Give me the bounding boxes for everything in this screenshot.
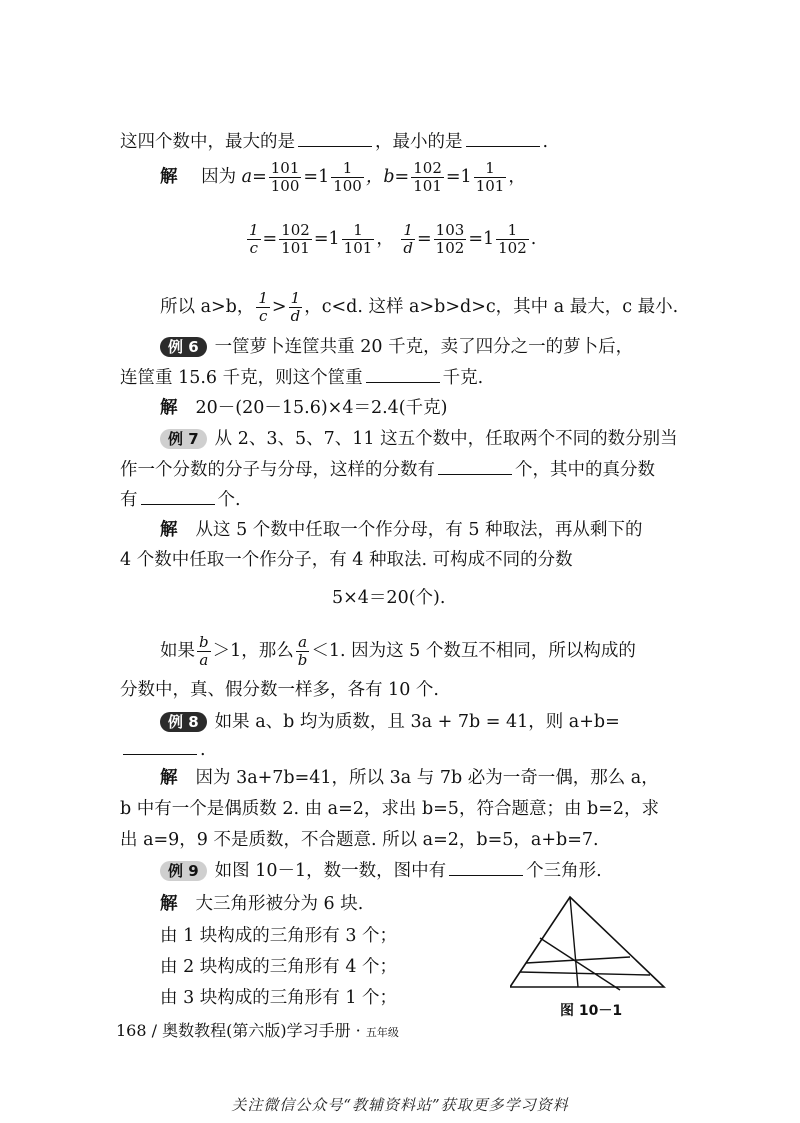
text: =1 <box>303 167 330 187</box>
answer-blank <box>366 364 440 383</box>
fraction <box>279 222 312 257</box>
example-8-solution-3 <box>120 826 599 854</box>
text: 由 2 块构成的三角形有 4 个； <box>160 957 398 977</box>
fraction <box>434 222 467 257</box>
denominator: 100 <box>270 177 300 195</box>
answer-blank <box>449 857 523 876</box>
text: 因为 3a+7b=41，所以 3a 与 7b 必为一奇一偶，那么 a， <box>195 768 659 788</box>
example-6-solution <box>160 394 447 422</box>
example-9-solution-3 <box>160 953 397 981</box>
text: ，c<d. 这样 a>b>d>c，其中 a 最大，c 最小. <box>304 297 679 317</box>
answer-blank <box>298 128 372 147</box>
line-answer-blanks <box>120 128 548 156</box>
text: ，最小的是 <box>375 132 463 152</box>
example-9-solution-2 <box>160 922 397 950</box>
denominator: 102 <box>498 239 527 257</box>
fraction <box>331 160 364 195</box>
fraction <box>197 634 211 669</box>
denominator: b <box>297 651 308 669</box>
numerator: 1 <box>496 222 529 240</box>
text: 个三角形. <box>526 861 602 881</box>
denominator: a <box>199 651 209 669</box>
numerator: 1 <box>401 222 415 240</box>
fraction <box>401 222 415 257</box>
text: 所以 a>b， <box>160 297 255 317</box>
fraction <box>289 290 303 325</box>
example-badge: 例 6 <box>160 337 207 357</box>
example-6-line-1 <box>160 333 633 361</box>
watermark-banner: 关注微信公众号“教辅资料站”获取更多学习资料 <box>231 1096 569 1114</box>
text: 因为 <box>201 167 237 187</box>
example-7-solution-4 <box>120 676 439 704</box>
example-badge: 例 9 <box>160 861 207 881</box>
example-7-solution-2 <box>120 546 573 574</box>
numerator: b <box>199 633 209 651</box>
footer-title: 168 / 奥数教程(第六版)学习手册 · <box>116 1021 366 1040</box>
solution-line-ab <box>160 160 526 195</box>
numerator: 1 <box>289 290 303 308</box>
text: 一筐萝卜连筐共重 20 千克，卖了四分之一的萝卜后， <box>214 337 634 357</box>
text: 个，其中的真分数 <box>515 460 655 480</box>
text: 出 a=9，9 不是质数，不合题意. 所以 a=2，b=5，a+b=7. <box>120 830 599 850</box>
example-7-formula <box>332 584 445 612</box>
solution-label: 解 <box>160 894 178 914</box>
example-7-solution-1 <box>160 516 643 544</box>
text: 千克. <box>442 368 484 388</box>
text: ，b= <box>365 167 410 187</box>
fraction <box>496 222 529 257</box>
text: 连筐重 15.6 千克，则这个筐重 <box>120 368 363 388</box>
numerator: 102 <box>281 221 310 239</box>
solution-label: 解 <box>160 167 178 187</box>
fraction <box>247 222 261 257</box>
numerator: a <box>296 634 310 652</box>
text: 个. <box>217 490 241 510</box>
example-8-line-1 <box>160 708 620 736</box>
solution-line-cd: $\frac{1}{c}$ = $\frac{102}{101}$ =1 $\frac{1}{101}$ ， $\frac{1}{d}$ = $\frac{103}{102}$ =1 $\frac{1}{102}$ . <box>249 221 537 257</box>
fraction <box>296 634 310 669</box>
text: 大三角形被分为 6 块. <box>195 894 364 914</box>
answer-blank <box>123 736 197 755</box>
text: . <box>200 740 206 760</box>
denominator: 100 <box>333 177 362 195</box>
text: 有 <box>120 490 138 510</box>
fraction <box>342 222 375 257</box>
example-9-line-1 <box>160 857 602 885</box>
numerator: 1 <box>331 160 364 178</box>
conclusion-line: 所以 a>b， $\frac{1}{c}$ > $\frac{1}{d}$ ，c<d. 这样 a>b>d>c，其中 a 最大，c 最小. <box>160 289 679 325</box>
answer-blank <box>438 456 512 475</box>
numerator: 103 <box>435 221 465 239</box>
fraction <box>256 290 270 325</box>
text: 如图 10－1，数一数，图中有 <box>214 861 447 881</box>
numerator: 1 <box>474 160 507 178</box>
solution-label: 解 <box>160 398 178 418</box>
text: 分数中，真、假分数一样多，各有 10 个. <box>120 680 439 700</box>
fraction <box>269 160 302 195</box>
text: ， <box>508 167 526 187</box>
fraction <box>411 160 444 195</box>
denominator: 101 <box>281 239 310 257</box>
text: 由 1 块构成的三角形有 3 个； <box>160 926 398 946</box>
example-8-solution-2 <box>120 795 659 823</box>
denominator: c <box>258 307 268 325</box>
figure-caption: 图 10－1 <box>560 1003 623 1019</box>
text: 这四个数中，最大的是 <box>120 132 295 152</box>
footer-grade: 五年级 <box>365 1026 399 1039</box>
denominator: c <box>249 239 258 257</box>
numerator: 101 <box>270 159 300 177</box>
answer-blank <box>141 486 215 505</box>
example-8-line-2 <box>120 736 206 764</box>
example-6-line-2 <box>120 364 483 392</box>
example-badge: 例 7 <box>160 429 207 449</box>
denominator: 101 <box>475 177 505 195</box>
answer-blank <box>466 128 540 147</box>
text: . <box>542 132 549 152</box>
text: 20－(20－15.6)×4＝2.4(千克) <box>195 398 448 418</box>
numerator: 1 <box>342 222 375 240</box>
denominator: 101 <box>413 177 442 195</box>
text: 如果 <box>160 641 195 661</box>
text: b 中有一个是偶质数 2. 由 a=2，求出 b=5，符合题意；由 b=2，求 <box>120 799 660 819</box>
denominator: 102 <box>435 239 465 257</box>
page-footer <box>116 1020 399 1044</box>
text: ＜1. 因为这 5 个数互不相同，所以构成的 <box>311 641 636 661</box>
numerator: 102 <box>413 159 442 177</box>
denominator: 101 <box>343 239 373 257</box>
example-8-solution-1 <box>160 764 659 792</box>
numerator: 1 <box>249 221 259 239</box>
solution-label: 解 <box>160 520 178 540</box>
text: =1 <box>445 167 472 187</box>
text: 作一个分数的分子与分母，这样的分数有 <box>120 460 435 480</box>
denominator: d <box>290 307 301 325</box>
text: =1 <box>468 229 495 249</box>
text: 从 2、3、5、7、11 这五个数中，任取两个不同的数分别当 <box>214 429 678 449</box>
example-7-solution-3 <box>160 634 636 669</box>
text: 如果 a、b 均为质数，且 3a + 7b = 41，则 a+b= <box>214 712 620 732</box>
text: =1 <box>313 229 340 249</box>
text: a= <box>241 167 267 187</box>
solution-label: 解 <box>160 768 178 788</box>
text: ＞1，那么 <box>212 641 294 661</box>
example-7-line-2 <box>120 456 655 484</box>
text: 4 个数中任取一个作分子，有 4 种取法. 可构成不同的分数 <box>120 550 573 570</box>
triangle-figure <box>510 895 670 995</box>
example-7-line-1 <box>160 425 678 453</box>
text: 由 3 块构成的三角形有 1 个； <box>160 988 398 1008</box>
text: 从这 5 个数中任取一个作分母，有 5 种取法，再从剩下的 <box>195 520 643 540</box>
numerator: 1 <box>258 289 268 307</box>
example-9-solution-1 <box>160 890 363 918</box>
fraction <box>474 160 507 195</box>
example-7-line-3 <box>120 486 241 514</box>
text: 5×4＝20(个). <box>332 588 446 608</box>
example-badge: 例 8 <box>160 712 207 732</box>
example-9-solution-4 <box>160 984 397 1012</box>
denominator: d <box>403 239 413 257</box>
text: ， <box>376 229 394 249</box>
